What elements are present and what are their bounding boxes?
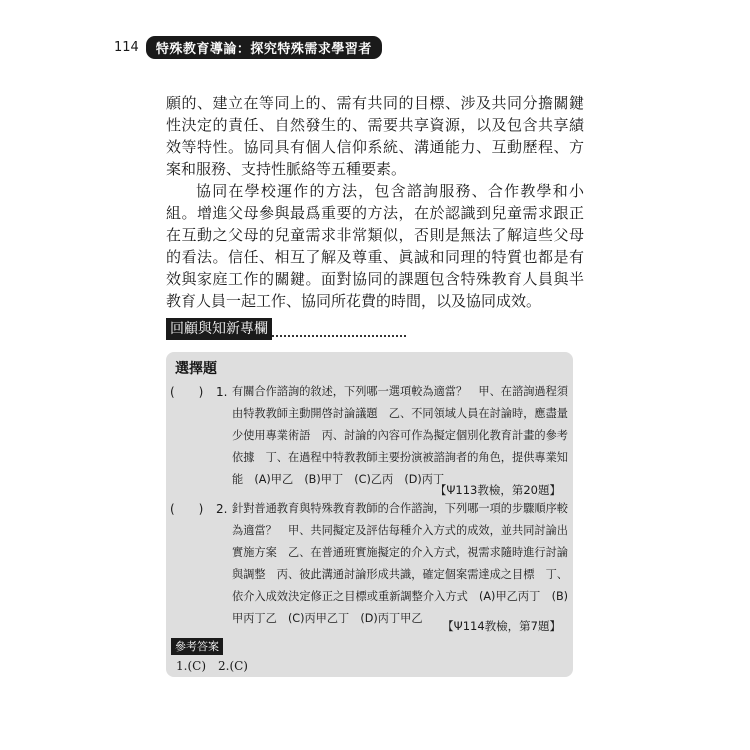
page-header — [114, 37, 382, 57]
answer-list: 1.(C) 2.(C) — [176, 659, 248, 673]
chapter-title: 特殊教育導論：探究特殊需求學習者 — [146, 36, 382, 59]
page-number: 114 — [114, 39, 139, 55]
question-number: 2. — [216, 502, 228, 516]
dotted-leader — [272, 335, 406, 337]
question-number: 1. — [216, 385, 228, 399]
box-title: 選擇題 — [175, 361, 217, 377]
answer-label: 參考答案 — [171, 638, 223, 655]
review-section-header — [166, 318, 406, 340]
review-box — [166, 352, 573, 677]
paragraph: 協同在學校運作的方法，包含諮詢服務、合作教學和小組。增進父母參與最爲重要的方法，在於認識到兒童需求跟正在互動之父母的兒童需求非常類似，否則是無法了解這些父母的看法。信任、相互了解及尊重、眞誠和同理的特質也都是有效與家庭工作的關鍵。面對協同的課題包含特殊教育人員與半教育人員一起工作、協同所花費的時間，以及協同成效。 — [166, 182, 584, 310]
question-text: 針對普通教育與特殊教育教師的合作諮詢，下列哪一項的步驟順序較為適當？ 甲、共同擬定及評估每種介入方式的成效，並共同討論出實施方案 乙、在普通班實施擬定的介入方式，視需求隨時進行討論與調整 丙、彼此溝通討論形成共識，確定個案需達成之目標 丁、依介入成效決定修正之目標或重新調整介入方式 (A)甲乙丙丁 (B)甲丙丁乙 (C)丙甲乙丁 (D)丙丁甲乙 — [232, 502, 568, 625]
question-source: 【Ψ113教檢，第20題】 — [434, 483, 561, 497]
answer-blank: ( ) — [170, 502, 204, 516]
answer-blank: ( ) — [170, 385, 204, 399]
paragraph: 願的、建立在等同上的、需有共同的目標、涉及共同分擔關鍵性決定的責任、自然發生的、需要共享資源，以及包含共享績效等特性。協同具有個人信仰系統、溝通能力、互動歷程、方案和服務、支持性脈絡等五種要素。 — [166, 94, 584, 178]
question-source: 【Ψ114教檢，第7題】 — [442, 619, 561, 633]
question-text: 有關合作諮詢的敘述，下列哪一選項較為適當？ 甲、在諮詢過程須由特教教師主動開啓討論議題 乙、不同領域人員在討論時，應盡量少使用專業術語 丙、討論的內容可作為擬定個別化教育計畫的參考依據 丁、在過程中特教教師主要扮演被諮詢者的角色，提供專業知能 (A)甲乙 (B)甲丁 (C)乙丙 (D)丙丁 — [232, 385, 568, 486]
body-text — [166, 92, 584, 312]
review-section-label: 回顧與知新專欄 — [166, 318, 272, 340]
